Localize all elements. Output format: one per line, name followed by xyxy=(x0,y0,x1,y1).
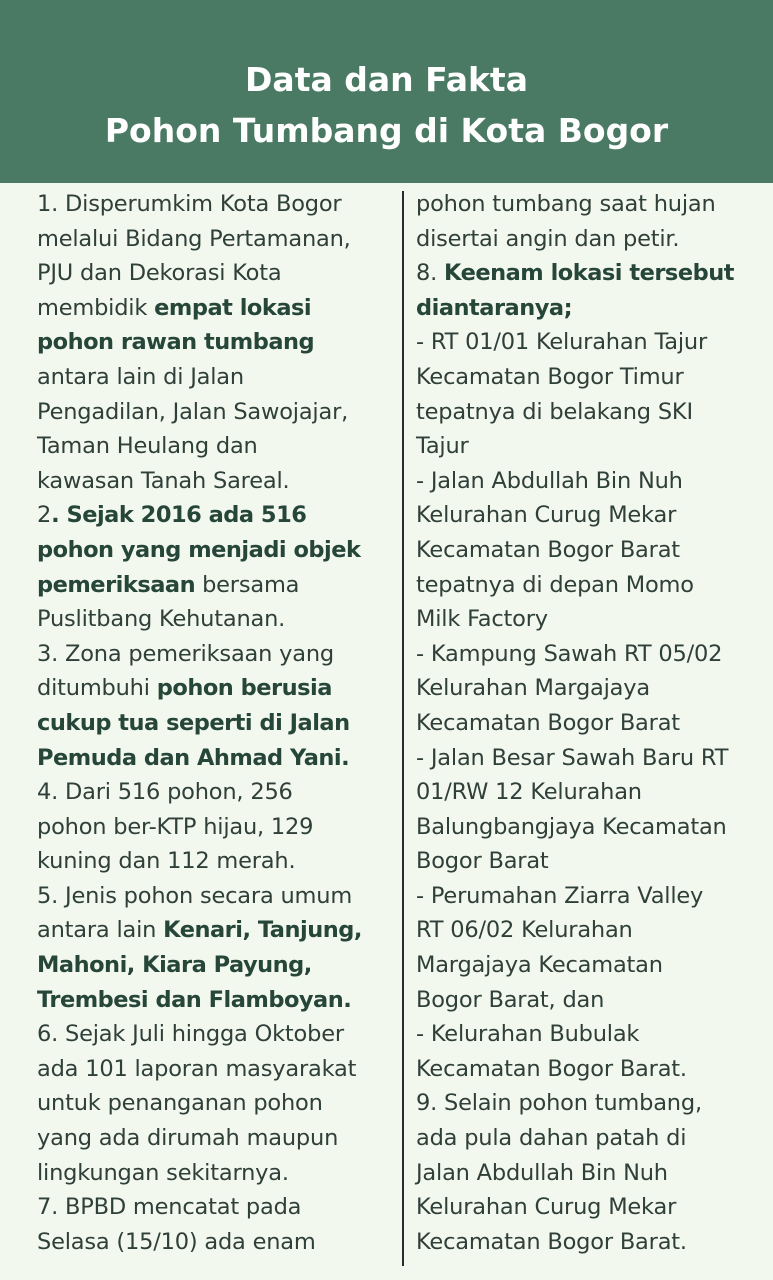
bold-text-segment: . Sejak 2016 ada 516 xyxy=(51,502,307,529)
bold-text-segment: pohon yang menjadi objek xyxy=(37,536,361,563)
text-segment: antara lain di Jalan xyxy=(37,363,244,390)
text-segment: membidik xyxy=(37,294,155,321)
text-segment: Puslitbang Kehutanan. xyxy=(37,606,286,633)
text-line xyxy=(416,1086,761,1121)
text-segment: - RT 01/01 Kelurahan Tajur xyxy=(416,329,708,356)
text-segment: untuk penanganan pohon xyxy=(37,1090,323,1117)
text-segment: - Jalan Abdullah Bin Nuh xyxy=(416,467,683,494)
left-column xyxy=(37,187,389,1259)
text-line xyxy=(37,741,389,776)
text-segment: ada pula dahan patah di xyxy=(416,1125,687,1152)
header-banner xyxy=(0,0,773,183)
right-column xyxy=(416,187,761,1259)
text-segment: pohon tumbang saat hujan xyxy=(416,191,716,217)
bold-text-segment: cukup tua seperti di Jalan xyxy=(37,709,350,736)
text-segment: Taman Heulang dan xyxy=(37,433,258,460)
text-line xyxy=(37,1017,389,1052)
text-segment: kawasan Tanah Sareal. xyxy=(37,467,290,494)
column-divider xyxy=(402,191,404,1266)
text-segment: 01/RW 12 Kelurahan xyxy=(416,779,642,806)
text-segment: 8. xyxy=(416,260,445,287)
text-line xyxy=(37,187,389,222)
text-segment: Bogor Barat xyxy=(416,848,549,875)
text-line xyxy=(416,256,761,291)
text-line xyxy=(416,464,761,499)
bold-text-segment: Trembesi dan Flamboyan. xyxy=(37,986,352,1013)
text-segment: PJU dan Dekorasi Kota xyxy=(37,260,282,287)
text-segment: 4. Dari 516 pohon, 256 xyxy=(37,779,293,806)
text-line xyxy=(37,844,389,879)
page-title-line-2: Pohon Tumbang di Kota Bogor xyxy=(104,111,669,150)
text-segment: 9. Selain pohon tumbang, xyxy=(416,1090,702,1117)
text-line xyxy=(416,775,761,810)
bold-text-segment: pohon rawan tumbang xyxy=(37,329,315,356)
text-line xyxy=(416,1190,761,1225)
text-line xyxy=(416,291,761,326)
text-segment: Kelurahan Curug Mekar xyxy=(416,1194,677,1221)
text-line xyxy=(37,983,389,1018)
text-segment: melalui Bidang Pertamanan, xyxy=(37,225,351,252)
text-segment: kuning dan 112 merah. xyxy=(37,848,296,875)
text-line xyxy=(416,879,761,914)
text-line xyxy=(416,1121,761,1156)
text-segment: 1. Disperumkim Kota Bogor xyxy=(37,191,342,217)
page-title-line-1: Data dan Fakta xyxy=(245,60,528,99)
text-line xyxy=(37,1190,389,1225)
text-line xyxy=(416,913,761,948)
text-line xyxy=(416,429,761,464)
text-segment: bersama xyxy=(195,571,300,598)
text-segment: Kecamatan Bogor Timur xyxy=(416,363,684,390)
text-line xyxy=(37,1052,389,1087)
text-segment: Kecamatan Bogor Barat xyxy=(416,709,680,736)
text-line xyxy=(37,879,389,914)
text-line xyxy=(37,671,389,706)
text-line xyxy=(416,325,761,360)
bold-text-segment: empat lokasi xyxy=(154,294,312,321)
text-line xyxy=(37,913,389,948)
text-segment: 6. Sejak Juli hingga Oktober xyxy=(37,1021,344,1048)
text-line xyxy=(416,533,761,568)
text-line xyxy=(37,775,389,810)
text-line xyxy=(416,568,761,603)
text-line xyxy=(37,948,389,983)
text-segment: lingkungan sekitarnya. xyxy=(37,1159,289,1186)
text-line xyxy=(416,360,761,395)
text-segment: tepatnya di depan Momo xyxy=(416,571,694,598)
text-segment: Pengadilan, Jalan Sawojajar, xyxy=(37,398,349,425)
text-line xyxy=(37,222,389,257)
bold-text-segment: diantaranya; xyxy=(416,294,573,321)
text-line xyxy=(37,395,389,430)
text-segment: - Jalan Besar Sawah Baru RT xyxy=(416,744,729,771)
text-line xyxy=(416,602,761,637)
text-line xyxy=(416,810,761,845)
text-line xyxy=(416,706,761,741)
text-line xyxy=(37,1156,389,1191)
text-segment: 7. BPBD mencatat pada xyxy=(37,1194,302,1221)
text-segment: Selasa (15/10) ada enam xyxy=(37,1228,316,1255)
bold-text-segment: pemeriksaan xyxy=(37,571,196,598)
text-line xyxy=(37,429,389,464)
bold-text-segment: Pemuda dan Ahmad Yani. xyxy=(37,744,350,771)
text-line xyxy=(416,1017,761,1052)
text-segment: Kelurahan Curug Mekar xyxy=(416,502,677,529)
text-segment: 2 xyxy=(37,502,52,529)
bold-text-segment: Kenari, Tanjung, xyxy=(163,917,362,944)
text-segment: ada 101 laporan masyarakat xyxy=(37,1055,357,1082)
text-segment: - Kelurahan Bubulak xyxy=(416,1021,640,1048)
text-line xyxy=(37,325,389,360)
text-line xyxy=(37,637,389,672)
text-segment: pohon ber-KTP hijau, 129 xyxy=(37,813,314,840)
text-segment: tepatnya di belakang SKI xyxy=(416,398,693,425)
text-line xyxy=(416,741,761,776)
text-line xyxy=(37,1121,389,1156)
text-segment: Milk Factory xyxy=(416,606,548,633)
text-segment: 5. Jenis pohon secara umum xyxy=(37,882,353,909)
text-segment: Bogor Barat, dan xyxy=(416,986,605,1013)
text-line xyxy=(37,360,389,395)
text-line xyxy=(416,1156,761,1191)
text-segment: RT 06/02 Kelurahan xyxy=(416,917,633,944)
text-segment: - Perumahan Ziarra Valley xyxy=(416,882,704,909)
text-line xyxy=(416,222,761,257)
text-line xyxy=(37,568,389,603)
text-segment: Tajur xyxy=(416,433,469,460)
text-line xyxy=(37,256,389,291)
bold-text-segment: Keenam lokasi tersebut xyxy=(444,260,734,287)
text-line xyxy=(37,533,389,568)
text-segment: Margajaya Kecamatan xyxy=(416,952,663,979)
bold-text-segment: pohon berusia xyxy=(156,675,332,702)
bold-text-segment: Mahoni, Kiara Payung, xyxy=(37,952,312,979)
text-segment: Balungbangjaya Kecamatan xyxy=(416,813,727,840)
text-segment: Kecamatan Bogor Barat. xyxy=(416,1228,687,1255)
text-line xyxy=(37,464,389,499)
text-line xyxy=(37,706,389,741)
text-line xyxy=(37,1086,389,1121)
text-line xyxy=(416,187,761,222)
text-line xyxy=(37,291,389,326)
text-segment: ditumbuhi xyxy=(37,675,157,702)
text-line xyxy=(37,602,389,637)
text-line xyxy=(416,637,761,672)
text-line xyxy=(416,844,761,879)
text-segment: Kelurahan Margajaya xyxy=(416,675,650,702)
text-line xyxy=(416,671,761,706)
text-segment: Jalan Abdullah Bin Nuh xyxy=(416,1159,668,1186)
text-segment: Kecamatan Bogor Barat. xyxy=(416,1055,687,1082)
text-line xyxy=(416,498,761,533)
text-line xyxy=(37,1225,389,1260)
text-segment: yang ada dirumah maupun xyxy=(37,1125,339,1152)
text-segment: - Kampung Sawah RT 05/02 xyxy=(416,640,723,667)
text-line xyxy=(416,395,761,430)
text-line xyxy=(416,1225,761,1260)
text-segment: Kecamatan Bogor Barat xyxy=(416,536,680,563)
text-line xyxy=(37,810,389,845)
text-line xyxy=(37,498,389,533)
text-line xyxy=(416,983,761,1018)
text-segment: 3. Zona pemeriksaan yang xyxy=(37,640,334,667)
text-line xyxy=(416,1052,761,1087)
text-line xyxy=(416,948,761,983)
text-segment: antara lain xyxy=(37,917,164,944)
text-segment: disertai angin dan petir. xyxy=(416,225,680,252)
